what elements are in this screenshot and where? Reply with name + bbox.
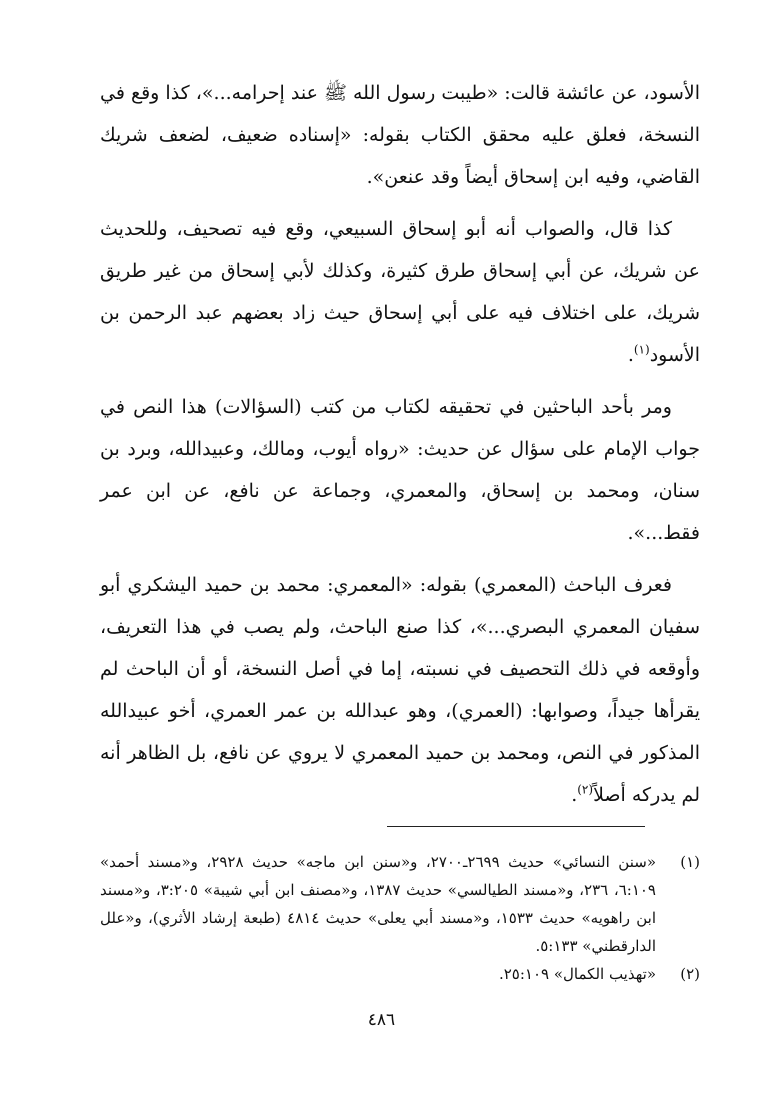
paragraph-2 (100, 208, 700, 376)
footnote-ref-1[interactable]: (١) (633, 342, 650, 357)
footnote-1 (100, 848, 700, 960)
footnote-2-text: «تهذيب الكمال» ٢٥:١٠٩. (498, 965, 656, 983)
main-text (100, 72, 700, 826)
footnote-2 (100, 960, 700, 988)
footnote-2-number: (٢) (680, 965, 700, 983)
paragraph-3-text: ومر بأحد الباحثين في تحقيقه لكتاب من كتب (السؤالات) هذا النص في جواب الإمام على سؤال عن حديث: «رواه أيوب، ومالك، وعبيدالله، وبرد بن سنان، ومحمد بن إسحاق، والمعمري، وجماعة عن نافع، عن ابن عمر فقط...». (100, 396, 700, 544)
paragraph-4-text: فعرف الباحث (المعمري) بقوله: «المعمري: محمد بن حميد اليشكري أبو سفيان المعمري البصري...»، كذا صنع الباحث، ولم يصب في هذا التعريف، وأوقعه في ذلك التحصيف في نسبته، إما في أصل النسخة، أو أن الباحث لم يقرأها جيداً، وصوابها: (العمري)، وهو عبدالله بن عمر العمري، أخو عبيدالله المذكور في النص، ومحمد بن حميد المعمري لا يروي عن نافع، بل الظاهر أنه لم يدركه أصلاً (100, 574, 700, 806)
footnotes (100, 848, 700, 988)
paragraph-4 (100, 564, 700, 816)
paragraph-2-text: كذا قال، والصواب أنه أبو إسحاق السبيعي، وقع فيه تصحيف، وللحديث عن شريك، عن أبي إسحاق طرق كثيرة، وكذلك لأبي إسحاق من غير طريق شريك، على اختلاف فيه على أبي إسحاق حيث زاد بعضهم عبد الرحمن بن الأسود (100, 218, 700, 366)
footnote-1-number: (١) (680, 853, 700, 871)
paragraph-1 (100, 72, 700, 198)
footnote-1-text: «سنن النسائي» حديث ٢٦٩٩ـ٢٧٠٠، و«سنن ابن ماجه» حديث ٢٩٢٨، و«مسند أحمد» ٦:١٠٩، ٢٣٦، و«مسند الطيالسي» حديث ١٣٨٧، و«مصنف ابن أبي شيبة» ٣:٢٠٥، و«مسند ابن راهويه» حديث ١٥٣٣، و«مسند أبي يعلى» حديث ٤٨١٤ (طبعة إرشاد الأثري)، و«علل الدارقطني» ٥:١٣٣. (100, 853, 656, 955)
paragraph-1-text: الأسود، عن عائشة قالت: «طيبت رسول الله ﷺ عند إحرامه...»، كذا وقع في النسخة، فعلق عليه محقق الكتاب بقوله: «إسناده ضعيف، لضعف شريك القاضي، وفيه ابن إسحاق أيضاً وقد عنعن». (100, 82, 700, 188)
footnote-separator (387, 826, 645, 827)
footnote-ref-2[interactable]: (٢) (577, 782, 594, 797)
paragraph-4-end: . (571, 784, 578, 806)
paragraph-2-end: . (627, 344, 634, 366)
paragraph-3 (100, 386, 700, 554)
page-number: ٤٨٦ (367, 1010, 396, 1030)
